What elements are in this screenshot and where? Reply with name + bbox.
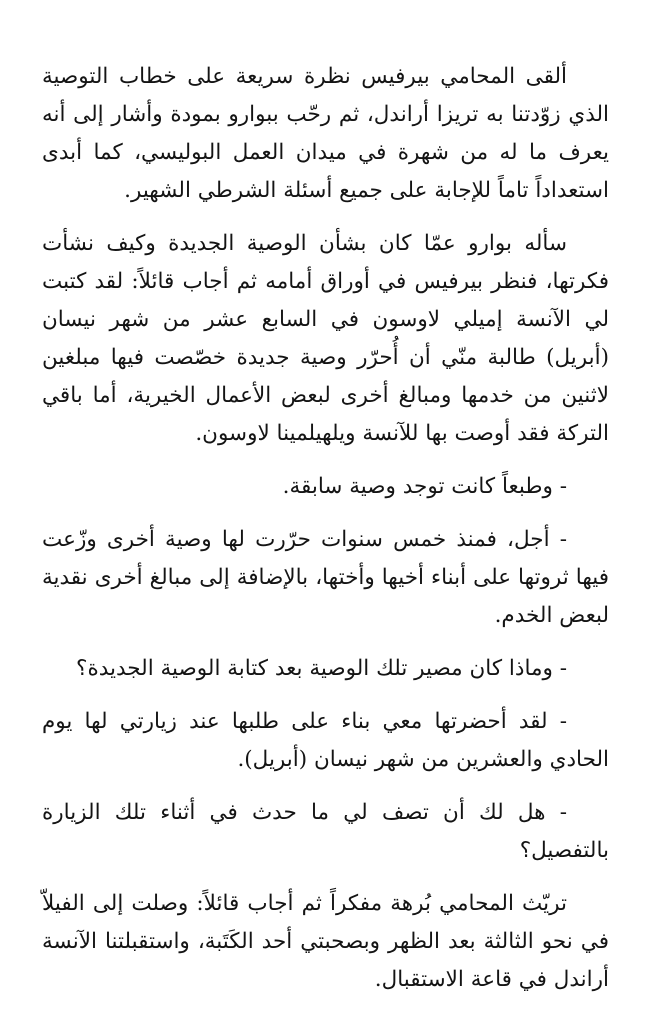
dialogue-line-five-years: - أجل، فمنذ خمس سنوات حرّرت لها وصية أخرى وزّعت فيها ثروتها على أبناء أخيها وأختها، بالإضافة إلى مبالغ أخرى نقدية لبعض الخدم. — [42, 527, 609, 628]
dialogue-line-previous-will: - وطبعاً كانت توجد وصية سابقة. — [282, 474, 567, 499]
dialogue-line-fate-question: - وماذا كان مصير تلك الوصية بعد كتابة الوصية الجديدة؟ — [76, 656, 567, 681]
paragraph-intro: ألقى المحامي بيرفيس نظرة سريعة على خطاب التوصية الذي زوّدتنا به تريزا أراندل، ثم رحّب ببوارو بمودة وأشار إلى أنه يعرف ما له من شهرة في ميدان العمل البوليسي، كما أبدى استعداداً تاماً للإجابة على جميع أسئلة الشرطي الشهير. — [42, 64, 609, 203]
paragraph-arrival: تريّث المحامي بُرهة مفكراً ثم أجاب قائلاً: وصلت إلى الفيلاّ في نحو الثالثة بعد الظهر وبصحبتي أحد الكَتَبة، واستقبلتنا الآنسة أراندل في قاعة الاستقبال. — [42, 891, 609, 992]
dialogue-line-brought-it: - لقد أحضرتها معي بناء على طلبها عند زيارتي لها يوم الحادي والعشرين من شهر نيسان (أبريل). — [42, 709, 609, 772]
paragraph-will-question: سأله بوارو عمّا كان بشأن الوصية الجديدة وكيف نشأت فكرتها، فنظر بيرفيس في أوراق أمامه ثم أجاب قائلاً: لقد كتبت لي الآنسة إميلي لاوسون في السابع عشر من شهر نيسان (أبريل) طالبة منّي أن أُحرّر وصية جديدة خصّصت فيها مبلغين لاثنين من خدمها ومبالغ أخرى لبعض الأعمال الخيرية، أما باقي التركة فقد أوصت بها للآنسة ويلهيلمينا لاوسون. — [42, 231, 609, 446]
page-text — [42, 58, 609, 1014]
dialogue-line-describe-visit: - هل لك أن تصف لي ما حدث في أثناء تلك الزيارة بالتفصيل؟ — [42, 800, 609, 863]
